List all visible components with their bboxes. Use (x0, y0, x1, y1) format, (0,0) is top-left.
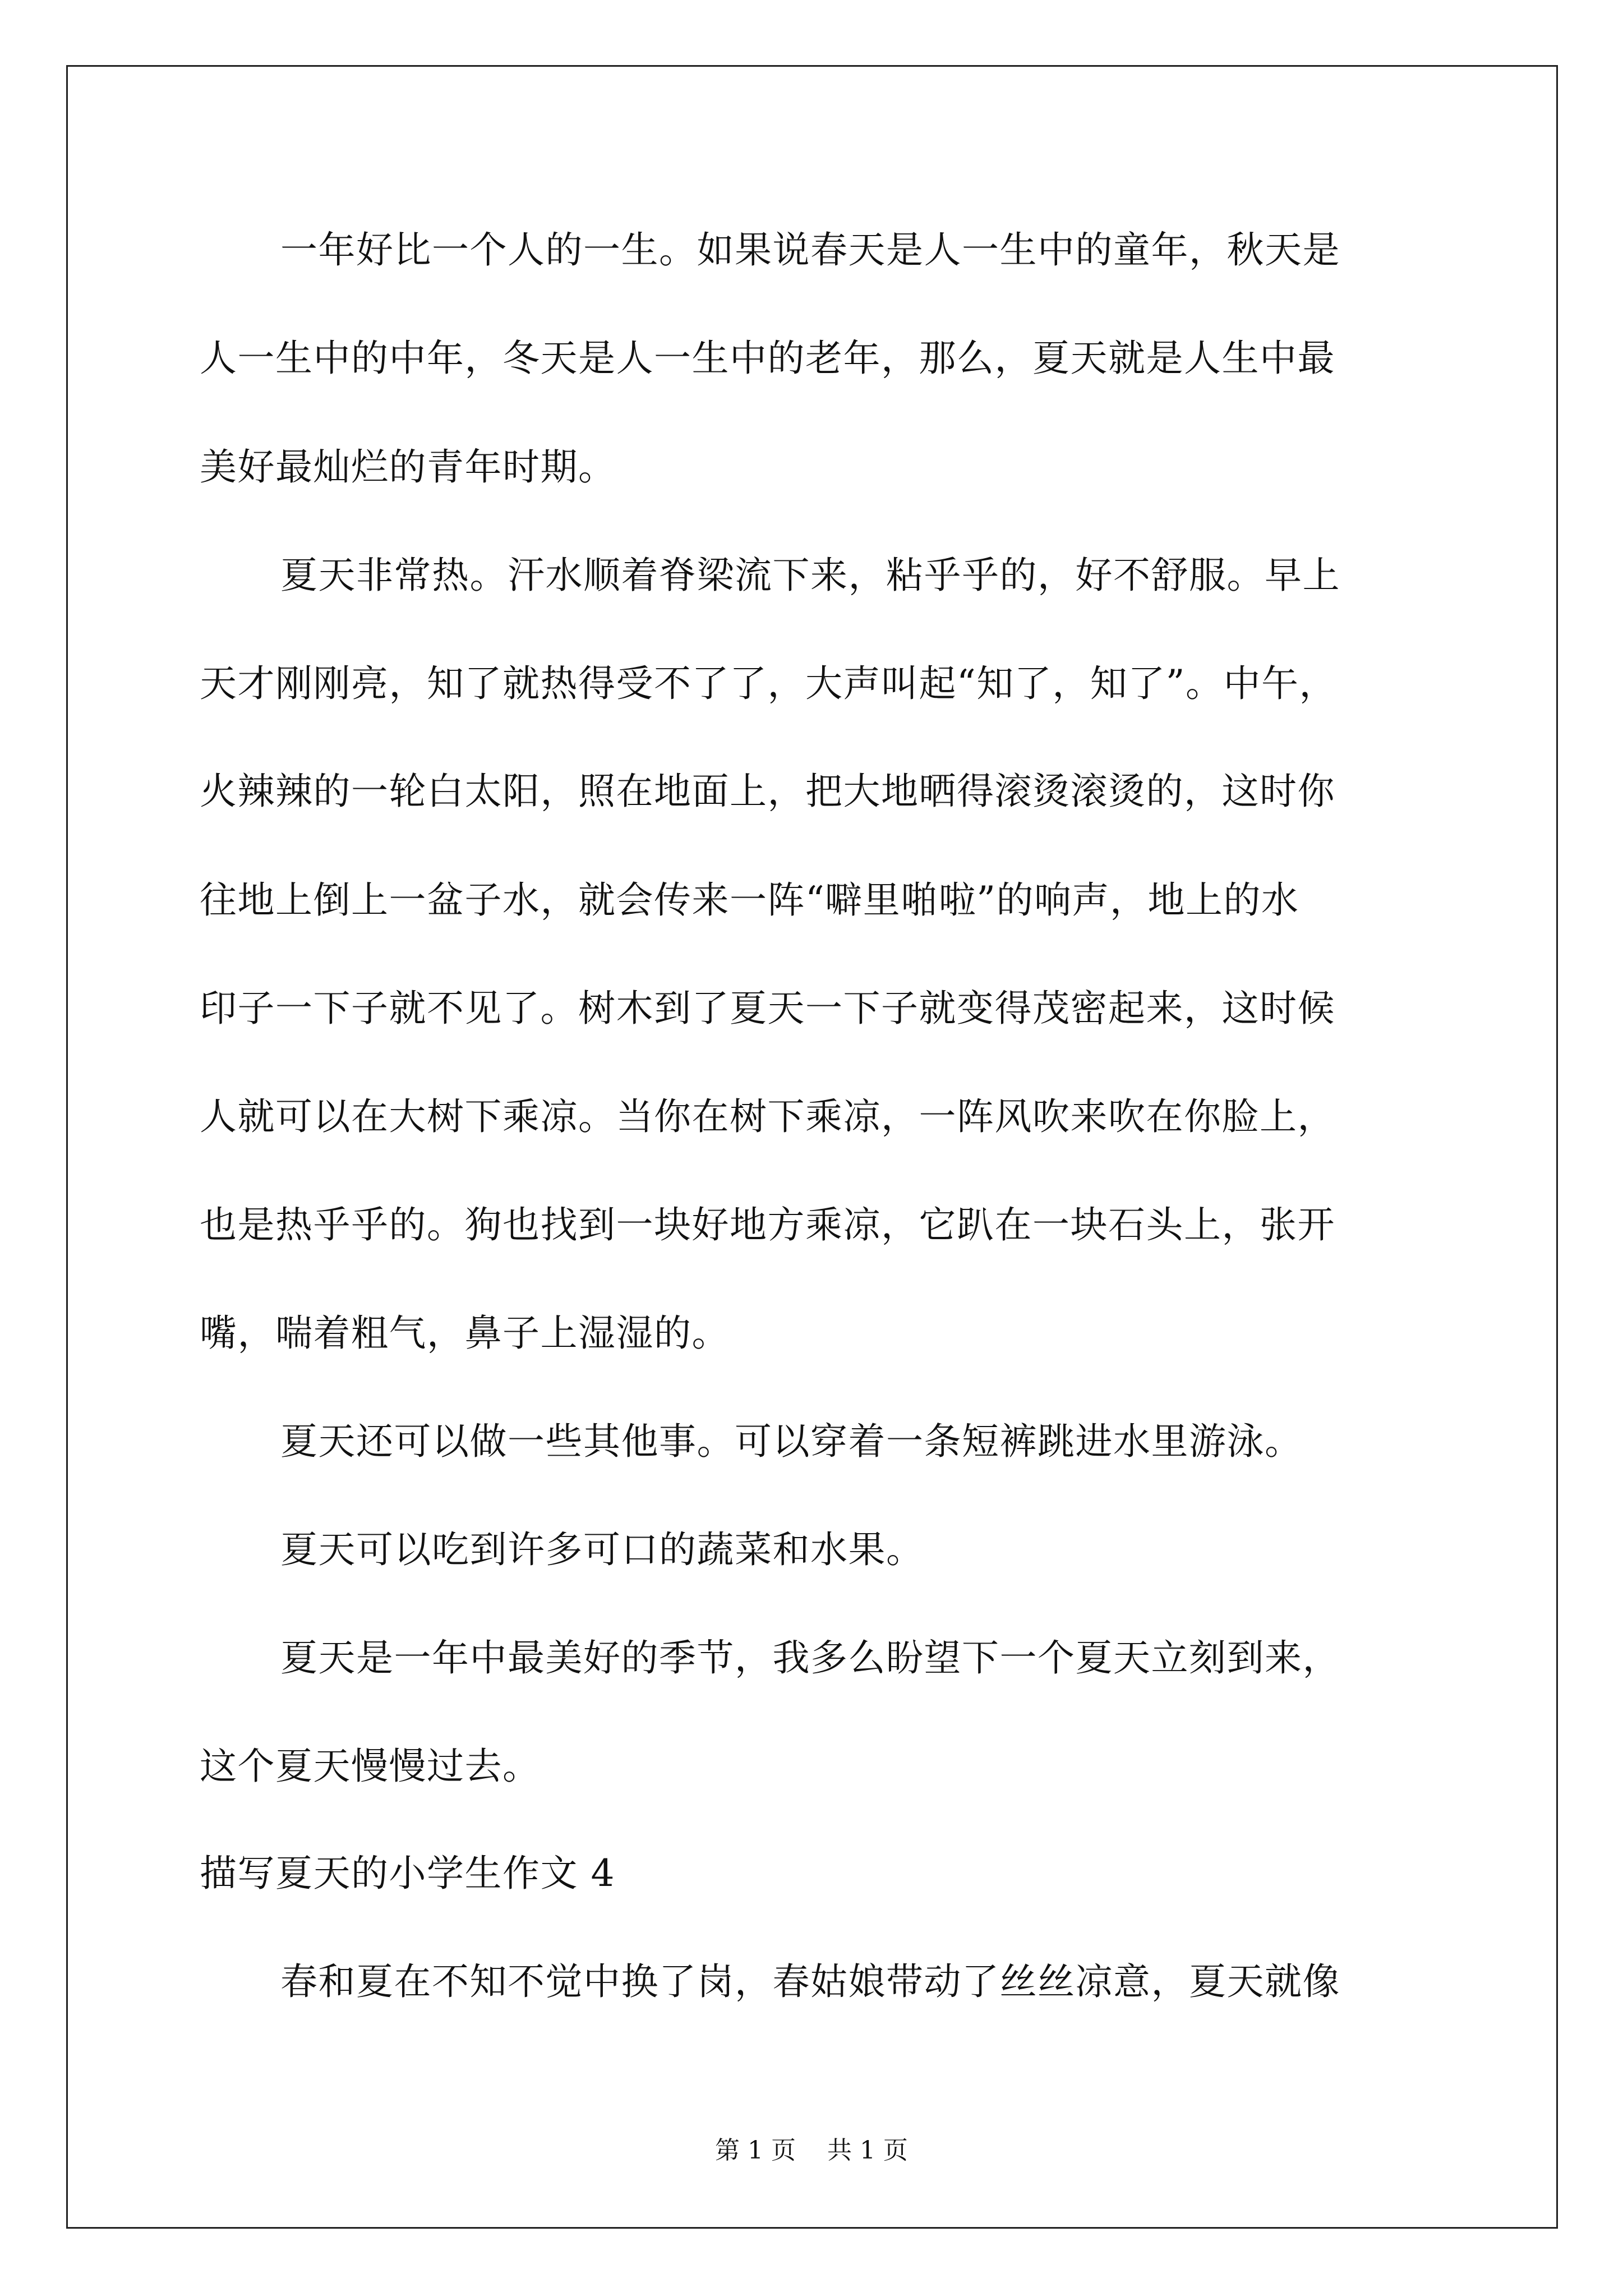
text-line: 这个夏天慢慢过去。 (200, 1745, 541, 1788)
page-footer: 第 1 页 共 1 页 (715, 2136, 908, 2165)
text-line: 人就可以在大树下乘凉。当你在树下乘凉，一阵风吹来吹在你脸上， (200, 1095, 1335, 1138)
text-line: 一年好比一个人的一生。如果说春天是人一生中的童年，秋天是 (280, 228, 1340, 272)
section-heading: 描写夏天的小学生作文 4 (200, 1852, 615, 1895)
text-line: 人一生中的中年，冬天是人一生中的老年，那么，夏天就是人生中最 (200, 337, 1335, 380)
text-line: 天才刚刚亮，知了就热得受不了了，大声叫起“知了，知了”。中午， (200, 662, 1337, 705)
text-line: 美好最灿烂的青年时期。 (200, 445, 616, 489)
text-line: 夏天还可以做一些其他事。可以穿着一条短裤跳进水里游泳。 (280, 1420, 1303, 1463)
page-border (66, 65, 1558, 2229)
text-line: 夏天是一年中最美好的季节，我多么盼望下一个夏天立刻到来， (280, 1636, 1340, 1680)
text-line: 嘴，喘着粗气，鼻子上湿湿的。 (200, 1312, 730, 1355)
text-line: 往地上倒上一盆子水，就会传来一阵“噼里啪啦”的响声，地上的水 (200, 878, 1299, 922)
text-line: 火辣辣的一轮白太阳，照在地面上，把大地晒得滚烫滚烫的，这时你 (200, 770, 1335, 813)
text-line: 夏天可以吃到许多可口的蔬菜和水果。 (280, 1528, 924, 1571)
text-line: 也是热乎乎的。狗也找到一块好地方乘凉，它趴在一块石头上，张开 (200, 1203, 1335, 1246)
text-line: 春和夏在不知不觉中换了岗，春姑娘带动了丝丝凉意，夏天就像 (280, 1960, 1340, 2003)
text-line: 夏天非常热。汗水顺着脊梁流下来，粘乎乎的，好不舒服。早上 (280, 554, 1340, 597)
text-line: 印子一下子就不见了。树木到了夏天一下子就变得茂密起来，这时候 (200, 987, 1335, 1030)
